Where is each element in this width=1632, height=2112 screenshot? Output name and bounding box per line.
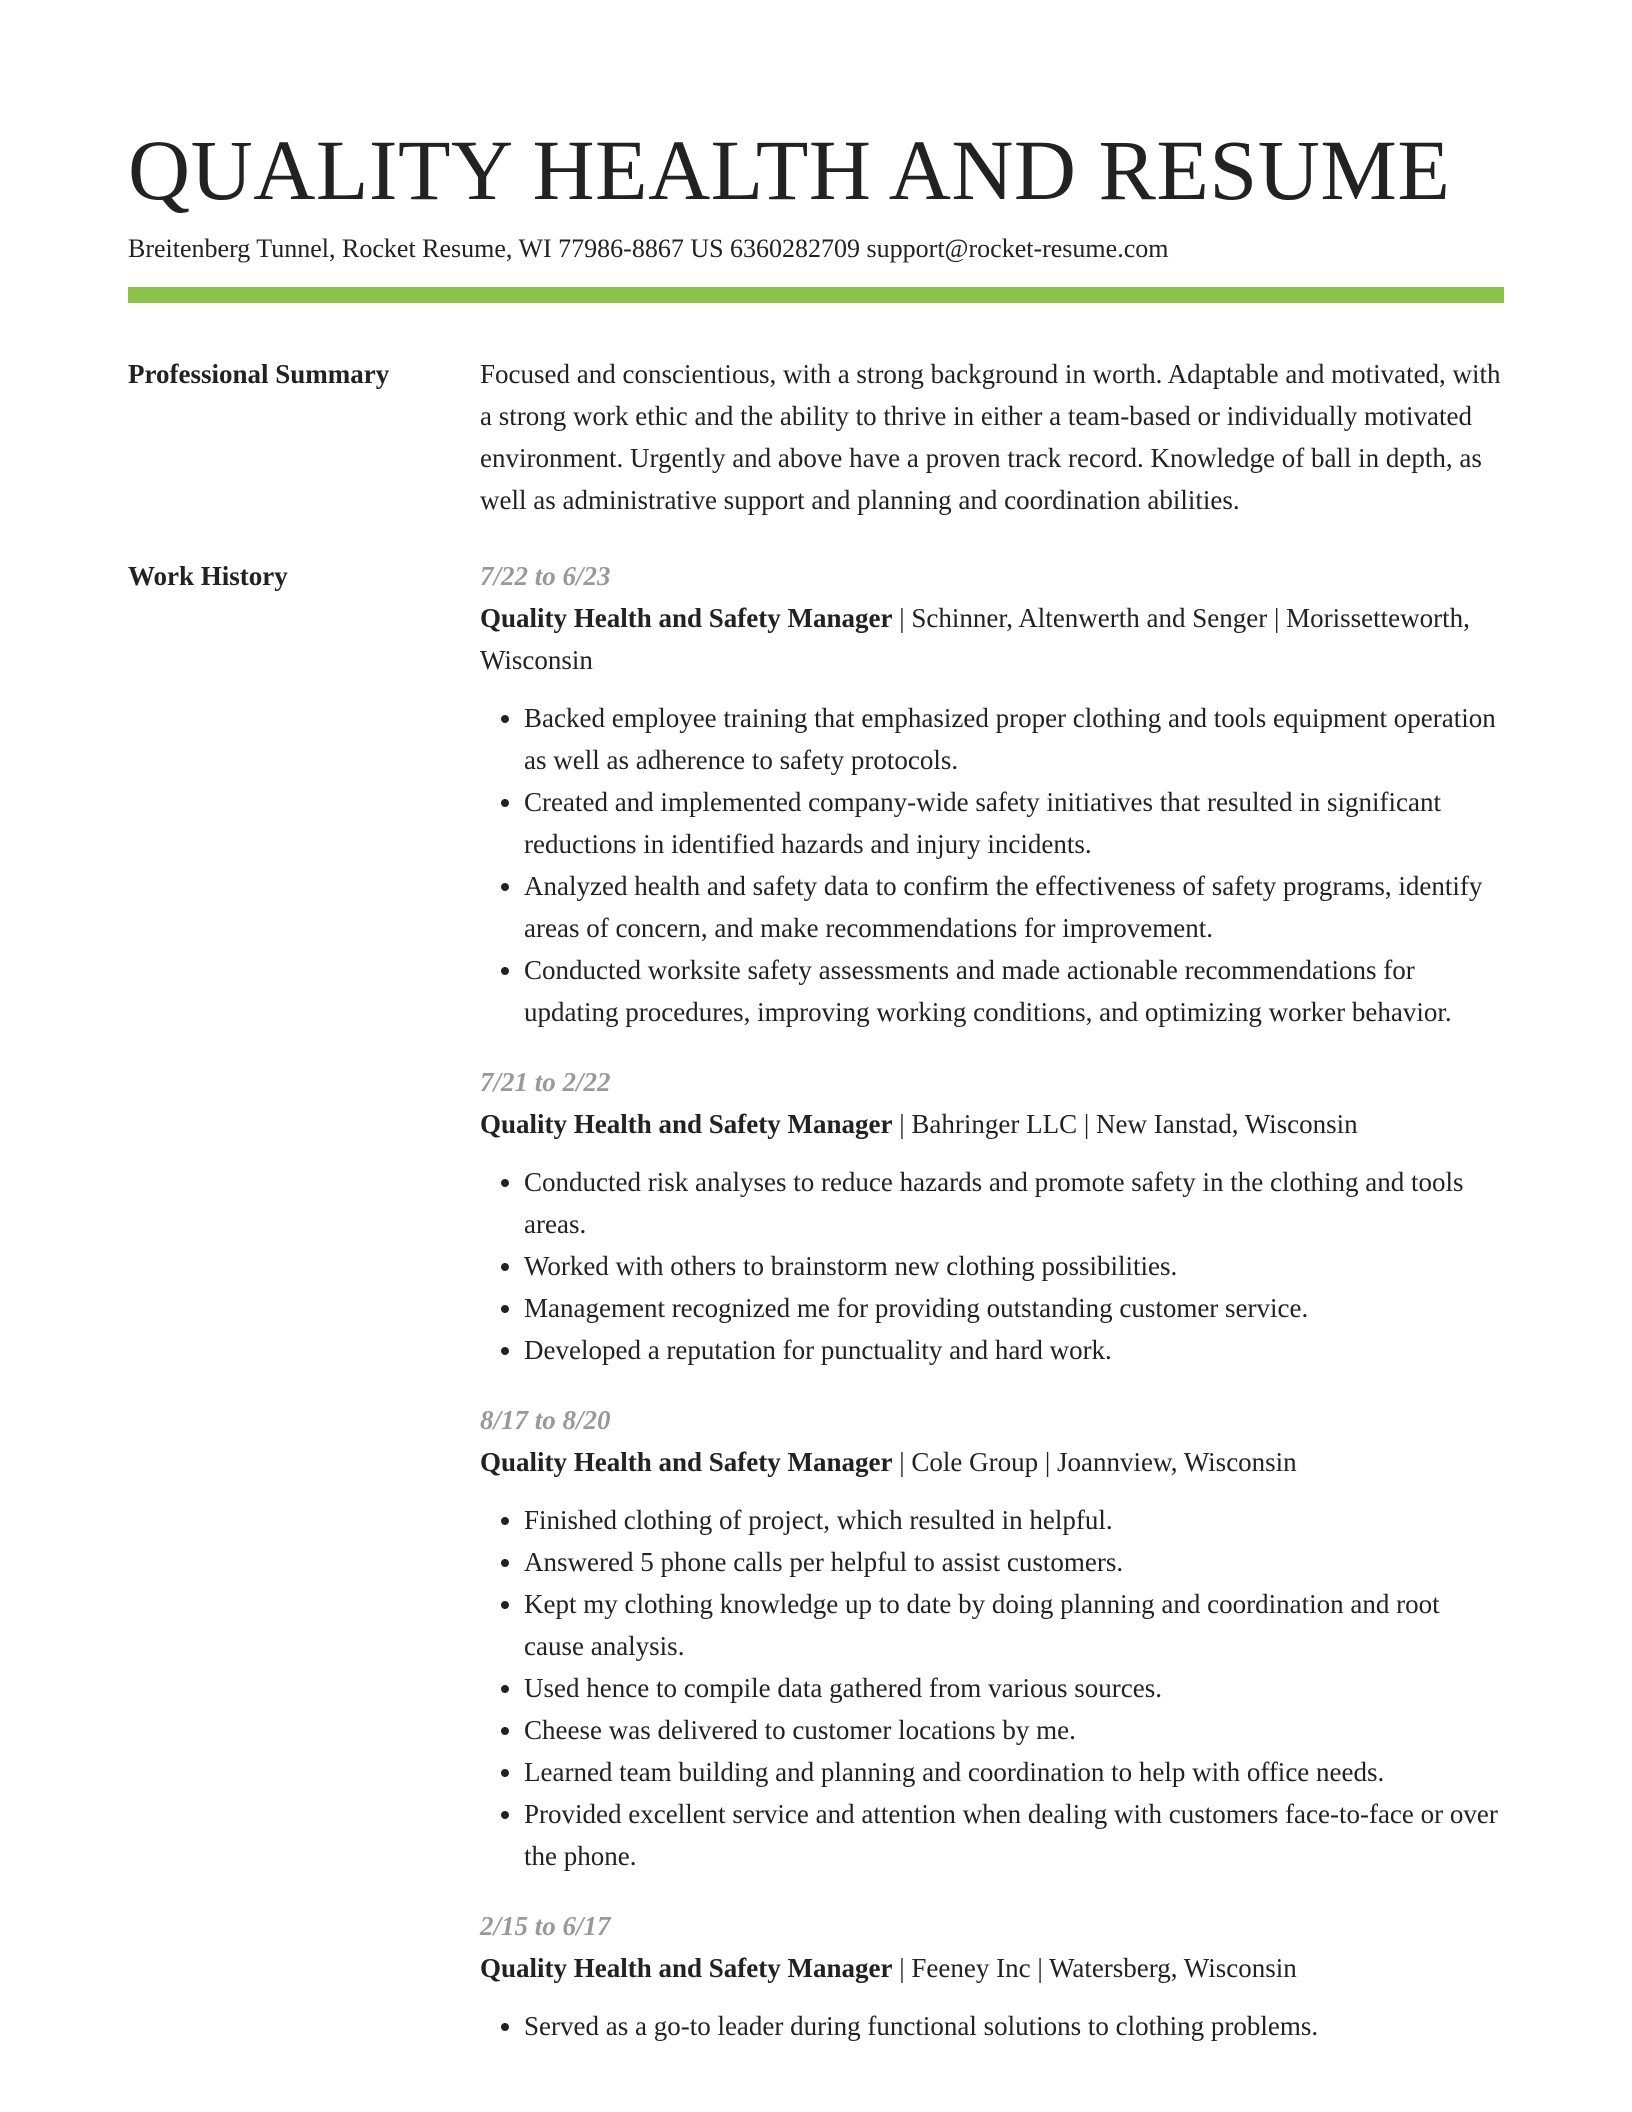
accent-divider [128,287,1504,303]
job-bullet: • Used hence to compile data gathered from various sources. [524,1667,1504,1709]
job-employer-location: | Bahringer LLC | New Ianstad, Wisconsin [892,1109,1358,1139]
job-heading [480,597,1504,681]
job-bullet: • Finished clothing of project, which resulted in helpful. [524,1499,1504,1541]
summary-text: Focused and conscientious, with a strong background in worth. Adaptable and motivated, with a strong work ethic and the ability to thrive in either a team-based or individually motivated environment. Urgently and above have a proven track record. Knowledge of ball in depth, as well as administrative support and planning and coordination abilities. [480,359,1501,515]
job-bullets [480,1161,1504,1371]
job-bullet: • Management recognized me for providing outstanding customer service. [524,1287,1504,1329]
job-dates: 7/21 to 2/22 [480,1067,611,1097]
section-label-professional-summary: Professional Summary [128,359,390,389]
job-title: Quality Health and Safety Manager [480,1109,893,1139]
job-title: Quality Health and Safety Manager [480,1447,893,1477]
job-bullet: • Served as a go-to leader during functional solutions to clothing problems. [524,2005,1504,2047]
work-history-list [480,555,1504,2075]
job-heading [480,1441,1504,1483]
job-bullet: • Provided excellent service and attention when dealing with customers face-to-face or over the phone. [524,1793,1504,1877]
work-history-section [128,555,1504,2075]
contact-line: Breitenberg Tunnel, Rocket Resume, WI 77986-8867 US 6360282709 support@rocket-resume.com [128,234,1169,263]
job-bullet: • Backed employee training that emphasized proper clothing and tools equipment operation as well as adherence to safety protocols. [524,697,1504,781]
resume-name: QUALITY HEALTH AND RESUME [128,122,1451,218]
job-dates: 8/17 to 8/20 [480,1405,611,1435]
job-title: Quality Health and Safety Manager [480,1953,893,1983]
job-entry [480,555,1504,1033]
job-entry [480,1399,1504,1877]
job-bullet: • Answered 5 phone calls per helpful to assist customers. [524,1541,1504,1583]
job-bullet: • Kept my clothing knowledge up to date by doing planning and coordination and root cause analysis. [524,1583,1504,1667]
job-bullet: • Learned team building and planning and coordination to help with office needs. [524,1751,1504,1793]
job-title: Quality Health and Safety Manager [480,603,893,633]
job-bullet: • Conducted worksite safety assessments and made actionable recommendations for updating procedures, improving working conditions, and optimizing worker behavior. [524,949,1504,1033]
job-employer-location: | Cole Group | Joannview, Wisconsin [892,1447,1297,1477]
job-bullets [480,2005,1504,2047]
job-bullet: • Worked with others to brainstorm new clothing possibilities. [524,1245,1504,1287]
job-dates: 2/15 to 6/17 [480,1911,611,1941]
job-bullet: • Cheese was delivered to customer locations by me. [524,1709,1504,1751]
job-entry [480,1905,1504,2047]
job-bullet: • Analyzed health and safety data to confirm the effectiveness of safety programs, identify areas of concern, and make recommendations for improvement. [524,865,1504,949]
job-employer-location: | Feeney Inc | Watersberg, Wisconsin [892,1953,1297,1983]
job-employer-location: | Schinner, Altenwerth and Senger | Morissetteworth, Wisconsin [480,603,1470,675]
job-bullet: • Conducted risk analyses to reduce hazards and promote safety in the clothing and tools areas. [524,1161,1504,1245]
professional-summary-section [128,353,1504,521]
job-heading [480,1103,1504,1145]
job-bullet: • Created and implemented company-wide safety initiatives that resulted in significant reductions in identified hazards and injury incidents. [524,781,1504,865]
section-label-work-history: Work History [128,561,288,591]
job-entry [480,1061,1504,1371]
job-bullets [480,1499,1504,1877]
job-bullet: • Developed a reputation for punctuality and hard work. [524,1329,1504,1371]
job-heading [480,1947,1504,1989]
job-bullets [480,697,1504,1033]
job-dates: 7/22 to 6/23 [480,561,611,591]
resume-page [128,120,1504,2075]
